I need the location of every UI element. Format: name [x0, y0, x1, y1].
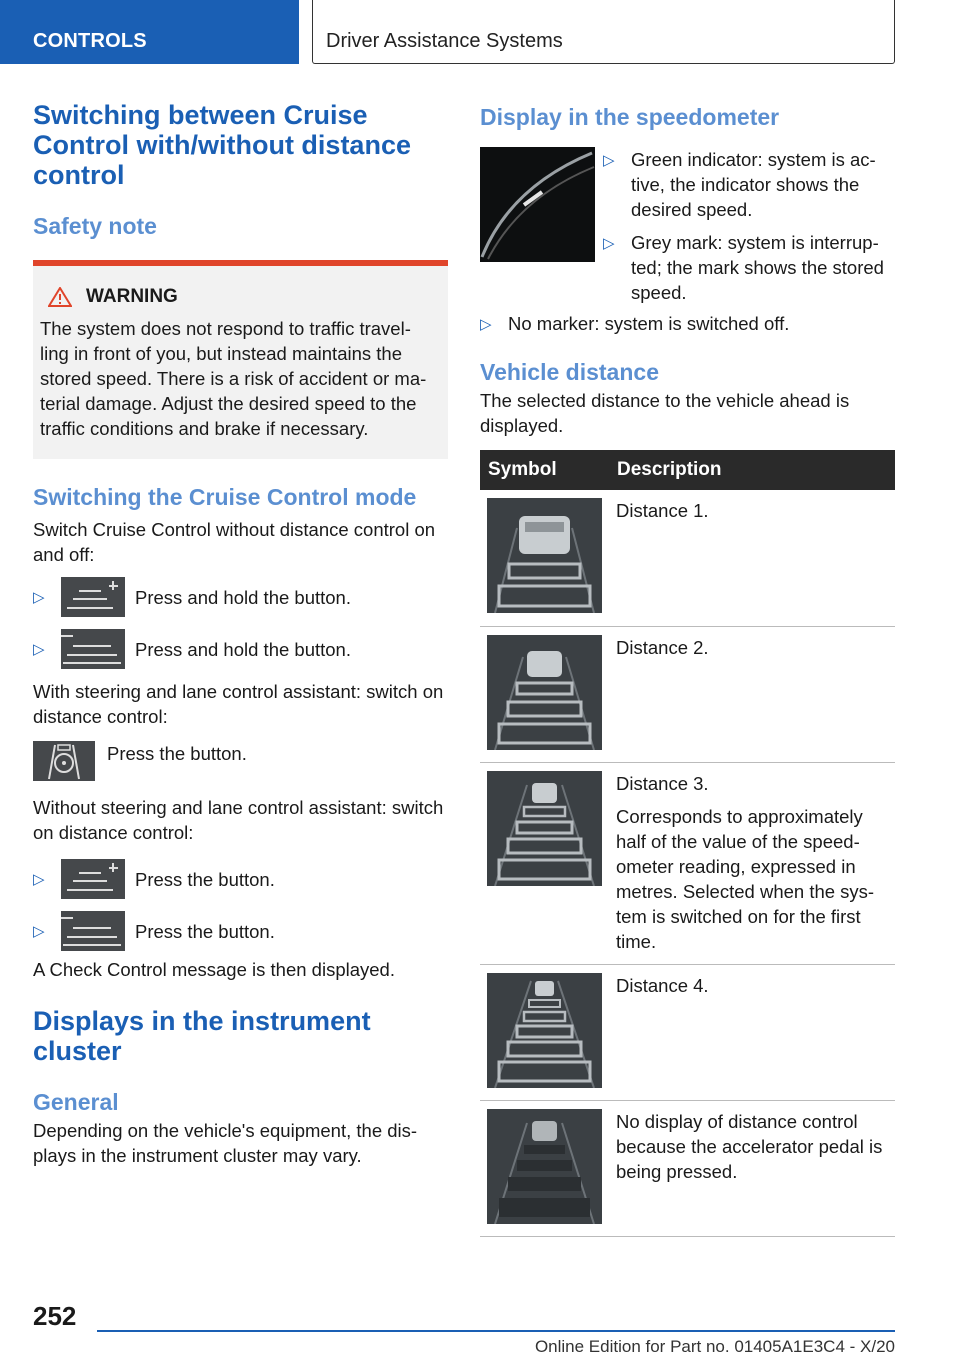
general-heading: General — [33, 1089, 119, 1115]
table-row — [480, 490, 895, 626]
symbol-cell — [480, 626, 609, 762]
header-description: Description — [609, 450, 895, 490]
footer-divider — [97, 1330, 895, 1332]
distance-desc-2: Distance 2. — [616, 636, 709, 658]
distance-desc-4: Distance 4. — [616, 974, 709, 996]
page-title: Switching between Cruise Control with/without distance control — [33, 100, 411, 190]
distance-intro: The selected distance to the vehicle ahead is displayed. — [480, 390, 850, 436]
header-section-label: CONTROLS — [33, 30, 147, 52]
symbol-cell — [480, 1100, 609, 1236]
table-row — [480, 626, 895, 762]
bullet-triangle-icon: ▷ — [33, 871, 45, 888]
header-section-tab — [0, 0, 299, 64]
speedo-item-2: Grey mark: system is interrup- ted; the mark shows the stored speed. — [631, 232, 884, 303]
with-steering-text: With steering and lane control assistant: switch on distance control: — [33, 681, 444, 727]
list-item — [603, 147, 889, 222]
bullet-triangle-icon: ▷ — [33, 923, 45, 940]
warning-label: WARNING — [86, 286, 178, 307]
speedo-list — [603, 147, 889, 305]
safety-heading: Safety note — [33, 213, 157, 239]
warning-header — [48, 286, 440, 308]
list-item — [33, 859, 448, 899]
header-chapter-label: Driver Assistance Systems — [326, 30, 563, 52]
cruise-minus-button-icon — [61, 911, 125, 951]
right-column — [480, 100, 895, 1237]
description-cell — [609, 490, 895, 626]
displays-heading: Displays in the instrument cluster — [33, 1006, 371, 1066]
bullet-triangle-icon: ▷ — [33, 589, 45, 606]
distance-3-icon — [487, 771, 602, 886]
cruise-plus-button-icon — [61, 859, 125, 899]
footer-edition: Online Edition for Part no. 01405A1E3C4 - X/20 — [534, 1337, 895, 1356]
mode-heading: Switching the Cruise Control mode — [33, 484, 417, 510]
distance-table — [480, 450, 895, 1237]
speedo-block — [480, 147, 895, 305]
cruise-minus-button-icon — [61, 629, 125, 669]
table-row — [480, 1100, 895, 1236]
distance-heading: Vehicle distance — [480, 359, 659, 385]
header-symbol: Symbol — [480, 450, 609, 490]
speedo-heading: Display in the speedometer — [480, 104, 780, 130]
description-cell — [609, 626, 895, 762]
distance-desc-5: No display of distance control because the accelerator pedal is being pressed. — [616, 1110, 883, 1182]
distance-4-icon — [487, 973, 602, 1088]
table-row — [480, 762, 895, 964]
list-item — [33, 577, 448, 617]
steering-assist-button-icon — [33, 741, 95, 781]
list-item — [480, 311, 895, 336]
distance-extra-3: Corresponds to approximately half of the value of the speed- ometer reading, expressed in metres. Selected when the sys- tem is switched on for the first time. — [616, 805, 875, 952]
check-control-text: A Check Control message is then displayed. — [33, 959, 395, 980]
general-text: Depending on the vehicle's equipment, the dis- plays in the instrument cluster may vary. — [33, 1120, 418, 1166]
speedometer-image — [480, 147, 595, 262]
bullet-triangle-icon: ▷ — [603, 152, 615, 169]
mode-item-1: Press and hold the button. — [135, 586, 351, 608]
bullet-triangle-icon: ▷ — [603, 235, 615, 252]
description-cell — [609, 762, 895, 964]
without-item-2: Press the button. — [135, 920, 275, 942]
distance-desc-3: Distance 3. — [616, 772, 709, 794]
without-steering-text: Without steering and lane control assistant: switch on distance control: — [33, 797, 444, 843]
warning-icon — [48, 287, 72, 307]
bullet-triangle-icon: ▷ — [480, 316, 492, 333]
no-distance-display-icon — [487, 1109, 602, 1224]
distance-2-icon — [487, 635, 602, 750]
without-item-1: Press the button. — [135, 868, 275, 890]
header-chapter-tab — [312, 0, 895, 64]
list-item — [603, 230, 889, 305]
description-cell — [609, 964, 895, 1100]
no-marker-text: No marker: system is switched off. — [508, 313, 790, 334]
distance-desc-1: Distance 1. — [616, 500, 709, 521]
list-item — [33, 741, 448, 781]
page-number: 252 — [33, 1301, 77, 1331]
warning-text: The system does not respond to traffic travel- ling in front of you, but instead maintains the stored speed. There is a risk of accident or ma- terial damage. Adjust the desired speed to the traffic conditions and brake if necessary. — [40, 318, 427, 439]
cruise-plus-button-icon — [61, 577, 125, 617]
list-item — [33, 629, 448, 669]
bullet-triangle-icon: ▷ — [33, 641, 45, 658]
symbol-cell — [480, 762, 609, 964]
left-column — [33, 100, 448, 1168]
mode-item-2: Press and hold the button. — [135, 638, 351, 660]
table-header-row — [480, 450, 895, 490]
list-item — [33, 911, 448, 951]
table-row — [480, 964, 895, 1100]
distance-1-icon — [487, 498, 602, 613]
speedo-item-1: Green indicator: system is ac- tive, the indicator shows the desired speed. — [631, 149, 876, 220]
press-button-text: Press the button. — [107, 743, 247, 764]
mode-intro: Switch Cruise Control without distance control on and off: — [33, 519, 436, 565]
symbol-cell — [480, 490, 609, 626]
symbol-cell — [480, 964, 609, 1100]
description-cell — [609, 1100, 895, 1236]
warning-box — [33, 260, 448, 459]
